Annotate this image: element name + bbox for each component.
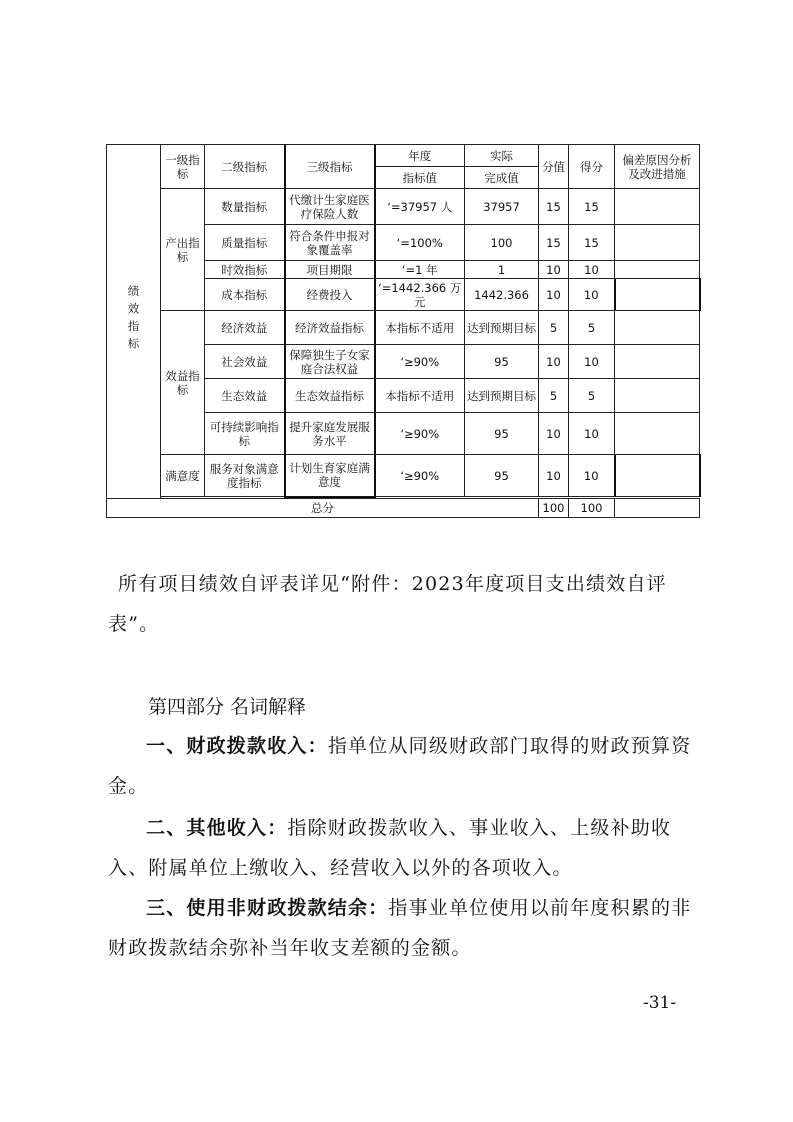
effect-label: 效益指标: [161, 311, 205, 455]
cell-reason: [615, 311, 700, 345]
cell-actual: 100: [465, 225, 539, 261]
header-actual: 实际: [465, 145, 539, 167]
cell-reason: [615, 345, 700, 379]
performance-table: [106, 144, 701, 518]
total-got: 100: [569, 498, 615, 517]
total-reason: [615, 498, 700, 517]
cell-l2: 经济效益: [205, 311, 285, 345]
cell-l3: 经费投入: [285, 279, 375, 311]
cell-got: 10: [569, 345, 615, 379]
cell-reason: [615, 379, 700, 413]
cell-score: 15: [539, 189, 569, 225]
definition-3-term: 三、使用非财政拨款结余：: [146, 897, 389, 919]
header-got: 得分: [569, 145, 615, 189]
group-cell: [107, 145, 161, 499]
cell-reason: [615, 455, 700, 497]
header-actual-sub: 完成值: [465, 167, 539, 189]
cell-reason: [615, 279, 700, 311]
total-score: 100: [539, 498, 569, 517]
cell-score: 5: [539, 311, 569, 345]
cell-got: 10: [569, 413, 615, 455]
table-row: [107, 455, 700, 497]
cell-reason: [615, 261, 700, 279]
cell-reason: [615, 413, 700, 455]
cell-l3: 生态效益指标: [285, 379, 375, 413]
table-row: [107, 189, 700, 225]
cell-l2: 社会效益: [205, 345, 285, 379]
cell-reason: [615, 225, 700, 261]
cell-score: 10: [539, 455, 569, 497]
cell-target: 本指标不适用: [375, 379, 465, 413]
cell-l3: 项目期限: [285, 261, 375, 279]
cell-got: 5: [569, 311, 615, 345]
cell-l2: 质量指标: [205, 225, 285, 261]
cell-actual: 95: [465, 345, 539, 379]
cell-got: 10: [569, 279, 615, 311]
cell-score: 10: [539, 261, 569, 279]
cell-score: 10: [539, 279, 569, 311]
header-year-sub: 指标值: [375, 167, 465, 189]
cell-l3: 符合条件申报对象覆盖率: [285, 225, 375, 261]
section-title: 第四部分 名词解释: [148, 696, 307, 718]
header-reason: 偏差原因分析及改进措施: [615, 145, 700, 189]
cell-got: 5: [569, 379, 615, 413]
cell-target: ‘≥90%: [375, 455, 465, 497]
cell-actual: 达到预期目标: [465, 379, 539, 413]
definition-2-body: 指除财政拨款收入、事业收入、上级补助收入、附属单位上缴收入、经营收入以外的各项收入。: [108, 817, 672, 879]
output-label: 产出指标: [161, 189, 205, 311]
cell-actual: 1: [465, 261, 539, 279]
cell-target: ‘=1 年: [375, 261, 465, 279]
definition-3: [108, 888, 698, 968]
header-row-1: [107, 145, 700, 167]
cell-got: 10: [569, 261, 615, 279]
cell-l3: 提升家庭发展服务水平: [285, 413, 375, 455]
cell-reason: [615, 189, 700, 225]
cell-target: 本指标不适用: [375, 311, 465, 345]
cell-target: ‘≥90%: [375, 413, 465, 455]
cell-actual: 95: [465, 413, 539, 455]
cell-score: 10: [539, 413, 569, 455]
cell-score: 5: [539, 379, 569, 413]
definition-1-term: 一、财政拨款收入：: [146, 735, 328, 757]
definition-1-body: 指单位从同级财政部门取得的财政预算资金。: [108, 735, 692, 797]
cell-l2: 时效指标: [205, 261, 285, 279]
cell-got: 15: [569, 225, 615, 261]
cell-l2: 可持续影响指标: [205, 413, 285, 455]
cell-got: 15: [569, 189, 615, 225]
cell-l2: 服务对象满意度指标: [205, 455, 285, 497]
cell-l3: 计划生育家庭满意度: [285, 455, 375, 497]
definition-3-body: 指事业单位使用以前年度积累的非财政拨款结余弥补当年收支差额的金额。: [108, 897, 692, 959]
definition-2: [108, 808, 698, 888]
cell-l2: 成本指标: [205, 279, 285, 311]
header-level1: 一级指标: [161, 145, 205, 189]
total-row: [107, 498, 700, 517]
cell-score: 10: [539, 345, 569, 379]
satisfaction-label: 满意度: [161, 455, 205, 497]
cell-l2: 生态效益: [205, 379, 285, 413]
header-level2: 二级指标: [205, 145, 285, 189]
cell-actual: 1442.366: [465, 279, 539, 311]
cell-target: ‘≥90%: [375, 345, 465, 379]
cell-actual: 95: [465, 455, 539, 497]
cell-actual: 达到预期目标: [465, 311, 539, 345]
total-label: 总分: [107, 498, 539, 517]
cell-target: ‘=100%: [375, 225, 465, 261]
cell-l2: 数量指标: [205, 189, 285, 225]
cell-got: 10: [569, 455, 615, 497]
cell-score: 15: [539, 225, 569, 261]
group-label: 绩效指标: [126, 284, 141, 355]
cell-l3: 代缴计生家庭医疗保险人数: [285, 189, 375, 225]
table-row: [107, 311, 700, 345]
definition-1: [108, 726, 698, 806]
header-year: 年度: [375, 145, 465, 167]
definition-2-term: 二、其他收入：: [146, 817, 288, 839]
cell-actual: 37957: [465, 189, 539, 225]
cell-target: ‘=37957 人: [375, 189, 465, 225]
attachment-note: 所有项目绩效自评表详见“附件：2023年度项目支出绩效自评表”。: [108, 573, 667, 635]
header-level3: 三级指标: [285, 145, 375, 189]
page-number: -31-: [643, 993, 677, 1013]
cell-l3: 经济效益指标: [285, 311, 375, 345]
cell-l3: 保障独生子女家庭合法权益: [285, 345, 375, 379]
cell-target: ‘=1442.366 万元: [375, 279, 465, 311]
header-score: 分值: [539, 145, 569, 189]
